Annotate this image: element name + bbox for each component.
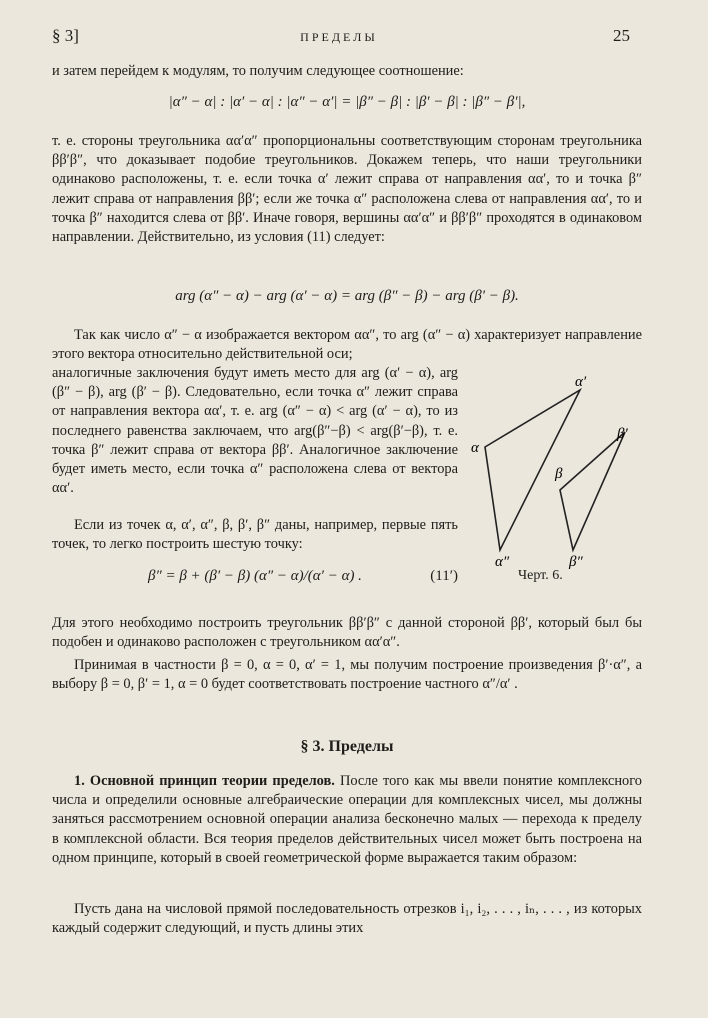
- equation-formula: β″ = β + (β′ − β) (α″ − α)/(α′ − α) .: [148, 568, 362, 584]
- page-number: 25: [613, 26, 630, 45]
- paragraph: и затем перейдем к модулям, то получим следующее соотношение:: [52, 63, 464, 79]
- triangle-alpha: [485, 390, 580, 550]
- equation-arg: arg (α″ − α) − arg (α′ − α) = arg (β″ − β) − arg (β′ − β).: [175, 288, 519, 304]
- equation-proportion: |α″ − α| : |α′ − α| : |α″ − α′| = |β″ − β| : |β′ − β| : |β″ − β′|,: [168, 94, 526, 110]
- section-marker: § 3]: [52, 26, 79, 45]
- figure-triangles: [465, 372, 655, 592]
- section-heading: § 3. Пределы: [300, 738, 394, 755]
- label-beta: β: [555, 466, 563, 482]
- paragraph: Если из точек α, α′, α″, β, β′, β″ даны, например, первые пять точек, то легко построить шестую точку:: [52, 517, 458, 553]
- label-alpha-prime: α′: [575, 374, 587, 390]
- triangles-diagram: [465, 372, 655, 592]
- label-alpha-double-prime: α″: [495, 554, 510, 570]
- label-beta-double-prime: β″: [569, 554, 583, 570]
- equation-number: (11′): [430, 568, 458, 584]
- paragraph: т. е. стороны треугольника αα′α″ пропорциональны соответствующим сторонам треугольника ββ′β″, что доказывает подобие треугольников. Докажем теперь, что наши треугольники одинаково расположены, т. е. если точка α′ лежит справа от направления αα′, то и точка β″ лежит справа от направления ββ′; если же точка α″ расположена слева от направления αα′, то и точка β″ находится слева от ββ′. Иначе говоря, вершины αα′α″ и ββ′β″ проходятся в одинаковом направлении. Действительно, из условия (11) следует:: [52, 133, 642, 246]
- label-beta-prime: β′: [617, 426, 628, 442]
- paragraph: Принимая в частности β = 0, α = 0, α′ = 1, мы получим построение произведения β′·α″, а выбору β = 0, β′ = 1, α = 0 будет соответствовать построение частного α″/α′ .: [52, 657, 642, 693]
- running-header: [52, 26, 630, 50]
- paragraph-principle: [52, 772, 642, 868]
- triangle-beta: [560, 432, 625, 550]
- label-alpha: α: [471, 440, 479, 456]
- running-title: ПРЕДЕЛЫ: [300, 30, 378, 44]
- paragraph: аналогичные заключения будут иметь место для arg (α′ − α), arg (β″ − β), arg (β′ − β). Следовательно, если точка α″ лежит справа от направления вектора αα′, т. е. arg (α″ − α) < arg (α′ − α), то из последнего равенства заключаем, что arg(β″−β) < arg(β′−β), т. е. точка β″ лежит справа от вектора ββ′. Аналогичное заключение будет иметь место, если точка α″ расположена слева от вектора αα′.: [52, 365, 458, 497]
- paragraph-text: После того как мы ввели понятие комплексного числа и определили основные алгебраические операции для комплексных чисел, мы должны заняться рассмотрением основной операции анализа бесконечно малых — перехода к пределу в комплексной области. Вся теория пределов действительных чисел может быть построена на одном принципе, который в своей геометрической форме выражается таким образом:: [52, 773, 642, 866]
- paragraph: Для этого необходимо построить треугольник ββ′β″ с данной стороной ββ′, который был бы подобен и одинаково расположен с треугольником αα′α″.: [52, 615, 642, 651]
- figure-caption: Черт. 6.: [518, 568, 563, 583]
- paragraph: Так как число α″ − α изображается вектором αα″, то arg (α″ − α) характеризует направление этого вектора относительно действительной оси;: [52, 327, 642, 363]
- subsection-heading: 1. Основной принцип теории пределов.: [74, 773, 335, 789]
- paragraph: Пусть дана на числовой прямой последовательность отрезков i₁, i₂, . . . , iₙ, . . . , из которых каждый содержит следующий, и пусть длины этих: [52, 901, 642, 937]
